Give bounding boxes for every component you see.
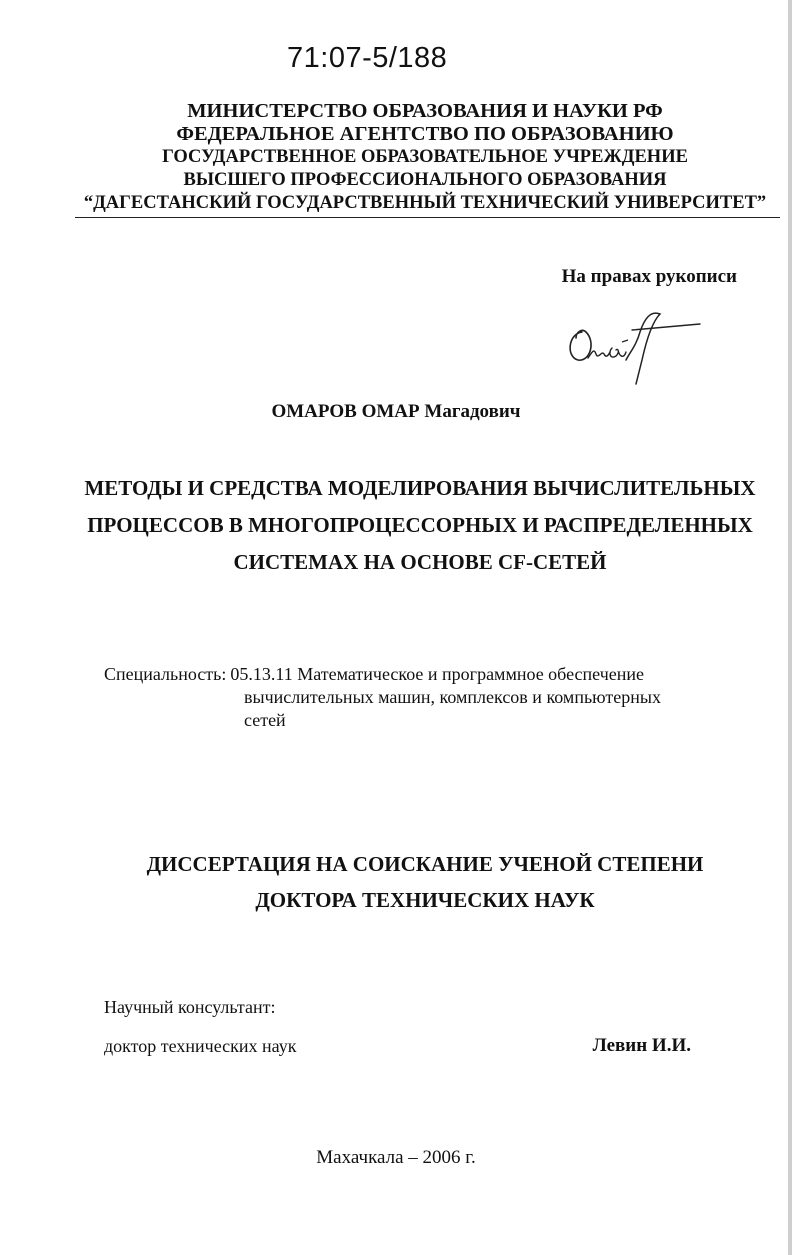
header-line-university: “ДАГЕСТАНСКИЙ ГОСУДАРСТВЕННЫЙ ТЕХНИЧЕСКИЙ УНИВЕРСИТЕТ” <box>83 193 767 213</box>
place-and-year: Махачкала – 2006 г. <box>316 1147 476 1168</box>
author-name: ОМАРОВ ОМАР Магадович <box>271 401 521 422</box>
manuscript-rights-note: На правах рукописи <box>561 266 737 287</box>
institution-header <box>60 100 790 215</box>
specialty-label: Специальность: <box>104 664 227 684</box>
header-line-state-institution: ГОСУДАРСТВЕННОЕ ОБРАЗОВАТЕЛЬНОЕ УЧРЕЖДЕНИЕ <box>162 147 688 167</box>
dissertation-title <box>60 470 780 581</box>
specialty-line-3: сетей <box>244 710 286 730</box>
specialty-line-1: 05.13.11 Математическое и программное обеспечение <box>230 664 644 684</box>
specialty-line-2: вычислительных машин, комплексов и компьютерных <box>244 687 661 707</box>
degree-statement <box>60 846 790 918</box>
archive-code: 71:07-5/188 <box>287 42 448 74</box>
title-line-3: СИСТЕМАХ НА ОСНОВЕ CF-СЕТЕЙ <box>233 550 607 574</box>
consultant-degree: доктор технических наук <box>104 1036 297 1056</box>
consultant-label: Научный консультант: <box>104 997 276 1017</box>
specialty-block <box>104 663 744 732</box>
header-divider <box>75 217 780 218</box>
scan-edge <box>788 0 792 1255</box>
handwritten-signature-icon <box>560 302 710 397</box>
title-line-1: МЕТОДЫ И СРЕДСТВА МОДЕЛИРОВАНИЯ ВЫЧИСЛИТЕЛЬНЫХ <box>84 476 756 500</box>
degree-line-1: ДИССЕРТАЦИЯ НА СОИСКАНИЕ УЧЕНОЙ СТЕПЕНИ <box>146 852 704 876</box>
header-line-agency: ФЕДЕРАЛЬНОЕ АГЕНТСТВО ПО ОБРАЗОВАНИЮ <box>176 123 674 145</box>
title-line-2: ПРОЦЕССОВ В МНОГОПРОЦЕССОРНЫХ И РАСПРЕДЕЛЕННЫХ <box>87 513 753 537</box>
degree-line-2: ДОКТОРА ТЕХНИЧЕСКИХ НАУК <box>255 888 595 912</box>
consultant-name: Левин И.И. <box>592 1035 691 1056</box>
header-line-higher-education: ВЫСШЕГО ПРОФЕССИОНАЛЬНОГО ОБРАЗОВАНИЯ <box>183 170 667 190</box>
header-line-ministry: МИНИСТЕРСТВО ОБРАЗОВАНИЯ И НАУКИ РФ <box>187 100 663 122</box>
